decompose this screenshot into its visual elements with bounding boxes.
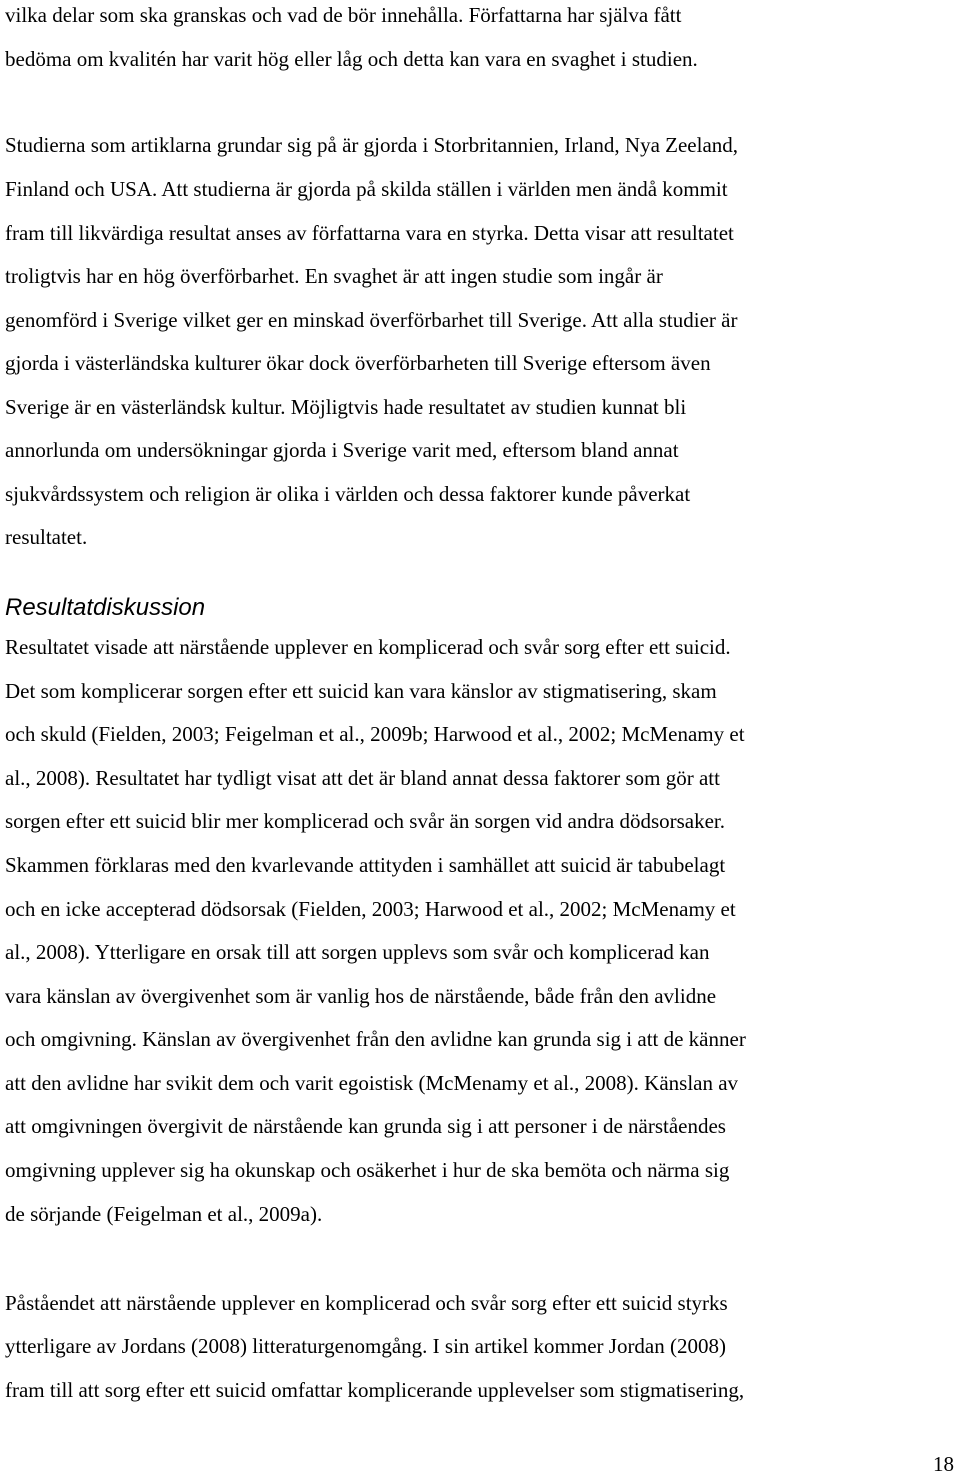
- paragraph-3-line: omgivning upplever sig ha okunskap och osäkerhet i hur de ska bemöta och närma sig: [5, 1158, 730, 1182]
- paragraph-3-line: Det som komplicerar sorgen efter ett suicid kan vara känslor av stigmatisering, skam: [5, 679, 717, 703]
- paragraph-2-line: annorlunda om undersökningar gjorda i Sverige varit med, eftersom bland annat: [5, 438, 679, 462]
- paragraph-4-line: Påståendet att närstående upplever en komplicerad och svår sorg efter ett suicid styrks: [5, 1291, 728, 1315]
- paragraph-2-line: sjukvårdssystem och religion är olika i världen och dessa faktorer kunde påverkat: [5, 482, 691, 506]
- paragraph-3-line: Skammen förklaras med den kvarlevande attityden i samhället att suicid är tabubelagt: [5, 853, 726, 877]
- paragraph-2-line: fram till likvärdiga resultat anses av författarna vara en styrka. Detta visar att resultatet: [5, 221, 734, 245]
- page-number: 18: [933, 1452, 954, 1476]
- paragraph-3-line: al., 2008). Resultatet har tydligt visat att det är bland annat dessa faktorer som gör att: [5, 766, 720, 790]
- paragraph-2-line: Finland och USA. Att studierna är gjorda på skilda ställen i världen men ändå kommit: [5, 177, 728, 201]
- paragraph-1-line: bedöma om kvalitén har varit hög eller låg och detta kan vara en svaghet i studien.: [5, 47, 698, 71]
- paragraph-1-line: vilka delar som ska granskas och vad de bör innehålla. Författarna har själva fått: [5, 3, 682, 27]
- paragraph-3-line: de sörjande (Feigelman et al., 2009a).: [5, 1202, 323, 1226]
- paragraph-3-line: Resultatet visade att närstående upplever en komplicerad och svår sorg efter ett suicid.: [5, 635, 731, 659]
- paragraph-3-line: och en icke accepterad dödsorsak (Fielden, 2003; Harwood et al., 2002; McMenamy et: [5, 897, 736, 921]
- paragraph-2-line: resultatet.: [5, 525, 88, 549]
- paragraph-3-line: och omgivning. Känslan av övergivenhet från den avlidne kan grunda sig i att de känner: [5, 1027, 746, 1051]
- paragraph-3-line: att den avlidne har svikit dem och varit egoistisk (McMenamy et al., 2008). Känslan av: [5, 1071, 739, 1095]
- paragraph-4-line: ytterligare av Jordans (2008) litteraturgenomgång. I sin artikel kommer Jordan (2008): [5, 1334, 726, 1358]
- paragraph-3-line: och skuld (Fielden, 2003; Feigelman et al., 2009b; Harwood et al., 2002; McMenamy et: [5, 722, 745, 746]
- paragraph-3-line: vara känslan av övergivenhet som är vanlig hos de närstående, både från den avlidne: [5, 984, 717, 1008]
- paragraph-3-line: al., 2008). Ytterligare en orsak till att sorgen upplevs som svår och komplicerad kan: [5, 940, 710, 964]
- paragraph-2-line: Studierna som artiklarna grundar sig på är gjorda i Storbritannien, Irland, Nya Zeeland,: [5, 133, 739, 157]
- paragraph-3-line: att omgivningen övergivit de närstående kan grunda sig i att personer i de närståendes: [5, 1114, 726, 1138]
- paragraph-4-line: fram till att sorg efter ett suicid omfattar komplicerande upplevelser som stigmatisering,: [5, 1378, 745, 1402]
- paragraph-2-line: gjorda i västerländska kulturer ökar dock överförbarheten till Sverige eftersom även: [5, 351, 711, 375]
- paragraph-2-line: troligtvis har en hög överförbarhet. En svaghet är att ingen studie som ingår är: [5, 264, 663, 288]
- paragraph-2-line: Sverige är en västerländsk kultur. Möjligtvis hade resultatet av studien kunnat bli: [5, 395, 687, 419]
- paragraph-3-line: sorgen efter ett suicid blir mer komplicerad och svår än sorgen vid andra dödsorsaker.: [5, 809, 726, 833]
- paragraph-2-line: genomförd i Sverige vilket ger en minskad överförbarhet till Sverige. Att alla studier är: [5, 308, 738, 332]
- section-heading: Resultatdiskussion: [5, 594, 206, 621]
